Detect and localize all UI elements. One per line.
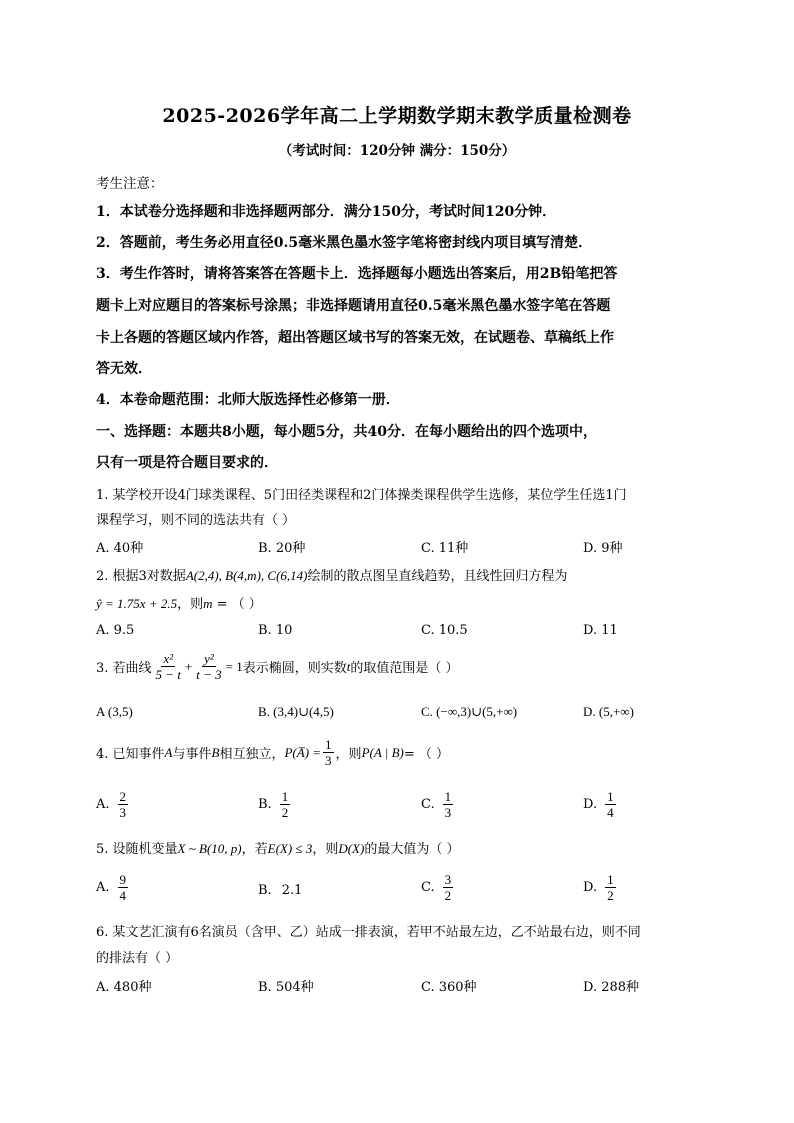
q4-c-num: 1 — [444, 789, 452, 804]
q2-suffix: 绘制的散点图呈直线趋势，且线性回归方程为 — [307, 569, 568, 584]
q4-option-c-letter: C. — [421, 797, 435, 812]
q5-option-a-letter: A. — [96, 880, 110, 895]
q4-option-a-fraction — [118, 789, 129, 820]
q4-a-den: 3 — [119, 805, 127, 820]
question-5-stem — [96, 838, 459, 857]
q5-c-num: 3 — [444, 872, 452, 887]
q4-p-numerator: 1 — [325, 737, 332, 752]
q4-probability-expr: P(A̅) = — [284, 744, 322, 760]
section-heading-line-1: 一、选择题：本题共8小题，每小题5分，共40分．在每小题给出的四个选项中， — [96, 424, 597, 440]
question-6-line-1: 6. 某文艺汇演有6名演员（含甲、乙）站成一排表演，若甲不站最左边，乙不站最右边，则不同 — [96, 925, 641, 940]
q4-option-a-letter: A. — [96, 797, 110, 812]
q5-mid2: ，则 — [312, 842, 339, 857]
q6-option-c: C. 360种 — [421, 980, 477, 995]
notice-item-2: 2．答题前，考生务必用直径0.5毫米黑色墨水签字笔将密封线内项目填写清楚． — [96, 235, 593, 251]
q3-suffix: 的取值范围是（ ） — [350, 661, 459, 676]
q4-option-b-fraction — [280, 789, 291, 820]
q4-option-d — [583, 789, 618, 820]
q5-option-d-fraction — [605, 872, 616, 903]
q4-d-num: 1 — [607, 789, 614, 804]
q3-frac2-numerator: y² — [204, 651, 214, 666]
q5-option-c-letter: C. — [421, 880, 435, 895]
exam-subtitle: （考试时间：120分钟 满分：150分） — [278, 143, 516, 159]
question-3-stem — [96, 651, 459, 682]
q2-option-d: D. 11 — [583, 623, 618, 638]
q3-mid: 表示椭圆，则实数 — [242, 661, 347, 676]
q4-mid3: ，则 — [335, 747, 362, 762]
q5-condition: E(X) ≤ 3 — [267, 841, 313, 856]
notice-item-3-line-2: 题卡上对应题目的答案标号涂黑；非选择题请用直径0.5毫米黑色墨水签字笔在答题 — [96, 298, 611, 314]
q4-option-d-letter: D. — [583, 797, 598, 812]
q4-option-c-fraction — [443, 789, 454, 820]
q5-suffix: 的最大值为（ ） — [364, 842, 460, 857]
section-heading-line-2: 只有一项是符合题目要求的． — [96, 455, 278, 471]
q5-option-c-fraction — [443, 872, 454, 903]
q4-p-denominator: 3 — [325, 753, 332, 768]
q1-option-c: C. 11种 — [421, 541, 469, 556]
q4-prefix: 4. 已知事件 — [96, 747, 165, 762]
q4-event-b: B — [211, 744, 220, 760]
q5-c-den: 2 — [444, 888, 452, 903]
notice-item-4: 4．本卷命题范围：北师大版选择性必修第一册． — [96, 392, 400, 408]
q5-prefix: 5. 设随机变量 — [96, 842, 178, 857]
q1-option-b: B. 20种 — [258, 541, 306, 556]
q5-variance-expr: D(X) — [338, 841, 365, 856]
q2-regression-equation: ŷ = 1.75x + 2.5 — [96, 596, 178, 611]
q3-option-a: A (3,5) — [96, 704, 133, 719]
q5-option-b-value: 2.1 — [281, 883, 303, 898]
question-4-stem — [96, 737, 449, 768]
q4-a-num: 2 — [119, 789, 127, 804]
q4-option-d-fraction — [605, 789, 616, 820]
q3-fraction-x — [154, 651, 183, 682]
q3-frac2-denominator: t − 3 — [196, 667, 222, 682]
q3-fraction-y — [194, 651, 223, 682]
notice-item-3-line-4: 答无效． — [96, 361, 152, 377]
q4-b-num: 1 — [281, 789, 289, 804]
q5-option-b — [258, 883, 302, 898]
q2-option-b: B. 10 — [258, 623, 293, 638]
q5-a-den: 4 — [119, 888, 127, 903]
q4-mid1: 与事件 — [172, 747, 212, 762]
q4-mid2: 相互独立， — [219, 747, 285, 762]
q2-variable-m: m — [203, 596, 213, 611]
notice-item-1: 1．本试卷分选择题和非选择题两部分．满分150分，考试时间120分钟． — [96, 204, 557, 220]
q4-option-c — [421, 789, 455, 820]
q2-prefix: 2. 根据3对数据 — [96, 569, 186, 584]
q5-d-num: 1 — [607, 872, 614, 887]
q3-equals-one: = 1 — [225, 658, 243, 674]
question-1-line-1: 1. 某学校开设4门球类课程、5门田径类课程和2门体操类课程供学生选修，某位学生任选1门 — [96, 488, 627, 503]
q4-probability-fraction — [323, 737, 334, 768]
q4-b-den: 2 — [281, 805, 289, 820]
q5-mid: ，若 — [241, 842, 268, 857]
q2-option-c: C. 10.5 — [421, 623, 468, 638]
q5-distribution: X ~ B(10, p) — [177, 841, 242, 856]
q4-d-den: 4 — [607, 805, 614, 820]
notice-item-3-line-3: 卡上各题的答题区域内作答，超出答题区域书写的答案无效，在试题卷、草稿纸上作 — [96, 330, 614, 346]
q3-plus: + — [184, 658, 193, 674]
q2-tail: = （ ） — [212, 597, 262, 612]
q5-option-a — [96, 872, 130, 903]
q6-option-a: A. 480种 — [96, 980, 152, 995]
q5-option-b-letter: B. — [258, 883, 272, 898]
q5-option-d-letter: D. — [583, 880, 598, 895]
question-2-line-2 — [96, 593, 262, 612]
q2-option-a: A. 9.5 — [96, 623, 135, 638]
exam-title: 2025-2026学年高二上学期数学期末教学质量检测卷 — [162, 105, 632, 127]
q3-option-d: D. (5,+∞) — [583, 704, 634, 719]
q4-suffix: = （ ） — [403, 747, 450, 762]
q4-c-den: 3 — [444, 805, 452, 820]
q3-variable-t: t — [346, 658, 351, 674]
q4-option-a — [96, 789, 130, 820]
q5-option-d — [583, 872, 618, 903]
q4-event-a: A — [164, 744, 173, 760]
q6-option-d: D. 288种 — [583, 980, 640, 995]
q3-frac1-numerator: x² — [163, 651, 174, 666]
q5-option-a-fraction — [118, 872, 129, 903]
q2-ask: ，则 — [177, 597, 204, 612]
q5-option-c — [421, 872, 455, 903]
notice-heading: 考生注意： — [96, 176, 164, 192]
q3-prefix: 3. 若曲线 — [96, 661, 152, 676]
q3-option-b: B. (3,4)∪(4,5) — [258, 704, 334, 719]
q4-option-b-letter: B. — [258, 797, 272, 812]
q6-option-b: B. 504种 — [258, 980, 314, 995]
question-1-line-2: 课程学习，则不同的选法共有（ ） — [96, 513, 296, 528]
q2-points: A(2,4), B(4,m), C(6,14) — [185, 568, 308, 583]
q1-option-a: A. 40种 — [96, 541, 144, 556]
q5-a-num: 9 — [119, 872, 127, 887]
q4-option-b — [258, 789, 292, 820]
q4-ask-expr: P(A | B) — [361, 744, 404, 760]
q5-d-den: 2 — [607, 888, 614, 903]
question-2-line-1 — [96, 565, 568, 584]
q3-option-c: C. (−∞,3)∪(5,+∞) — [421, 704, 518, 719]
q1-option-d: D. 9种 — [583, 541, 623, 556]
question-6-line-2: 的排法有（ ） — [96, 951, 179, 966]
q3-frac1-denominator: 5 − t — [155, 667, 181, 682]
notice-item-3-line-1: 3．考生作答时，请将答案答在答题卡上．选择题每小题选出答案后，用2B铅笔把答 — [96, 266, 618, 282]
